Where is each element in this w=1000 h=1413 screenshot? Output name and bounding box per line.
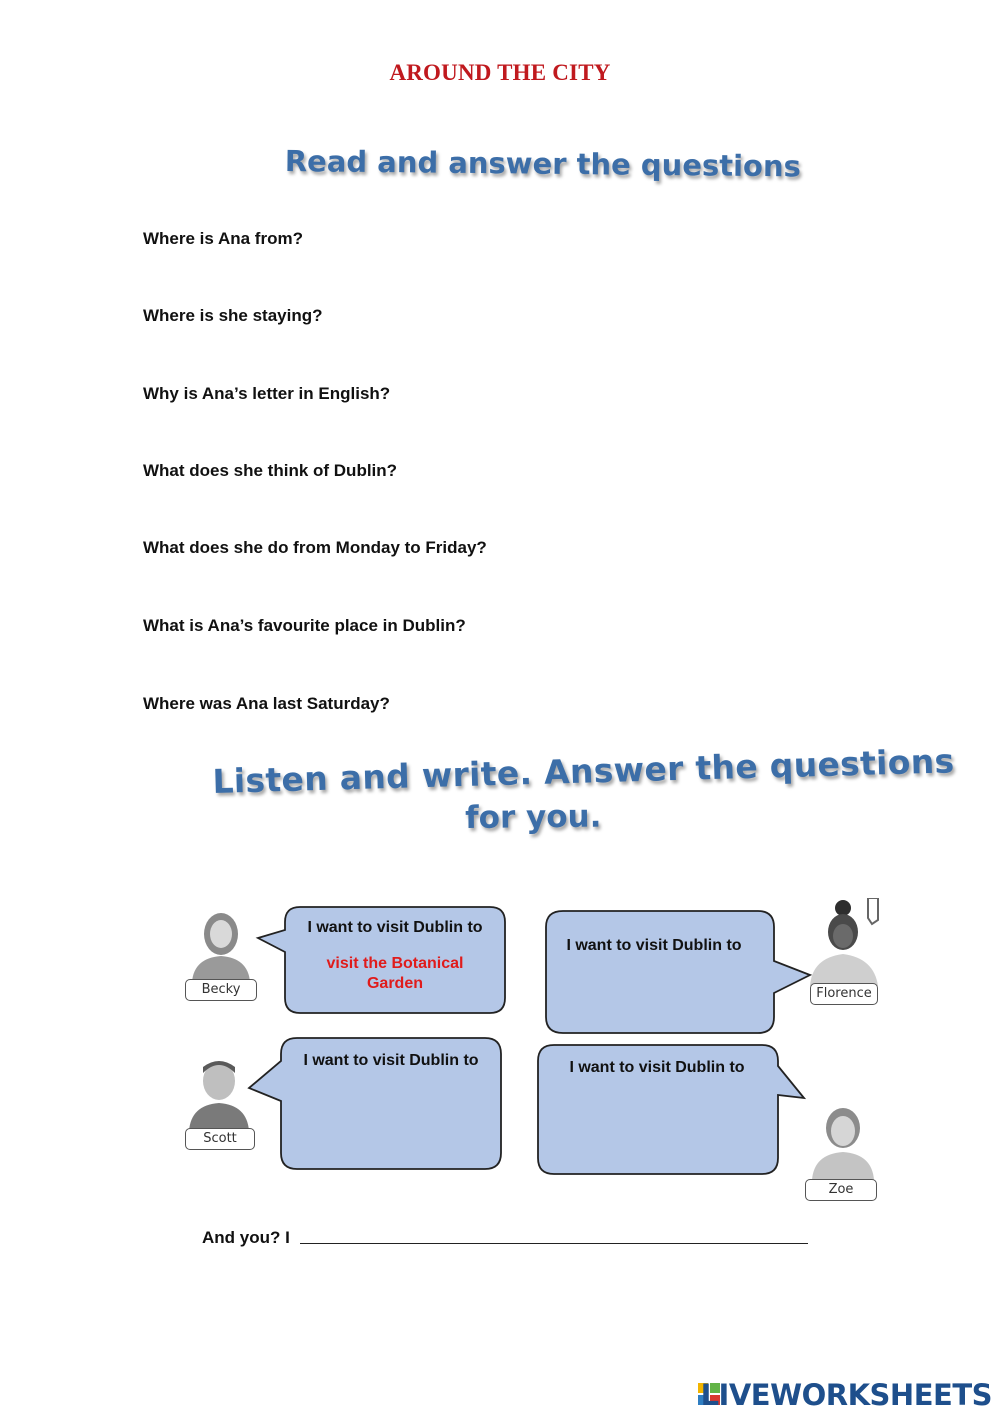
question-2: Where is she staying? — [143, 306, 323, 325]
question-5: What does she do from Monday to Friday? — [143, 538, 487, 557]
question-1: Where is Ana from? — [143, 229, 303, 248]
question-6: What is Ana’s favourite place in Dublin? — [143, 616, 466, 635]
name-tag-florence: Florence — [810, 983, 878, 1005]
bubble-prompt-zoe: I want to visit Dublin to — [569, 1059, 745, 1076]
speech-bubble-florence[interactable] — [538, 905, 818, 1040]
name-tag-scott: Scott — [185, 1128, 255, 1150]
answer-line[interactable] — [300, 1243, 808, 1244]
question-7: Where was Ana last Saturday? — [143, 694, 390, 713]
question-3: Why is Ana’s letter in English? — [143, 384, 391, 403]
bubble-answer-becky[interactable]: visit the Botanical Garden — [326, 955, 464, 992]
and-you-label: And you? I — [202, 1228, 290, 1247]
name-tag-zoe: Zoe — [805, 1179, 877, 1201]
section-heading-read: Read and answer the questions — [284, 144, 802, 184]
bubble-prompt-florence: I want to visit Dublin to — [566, 937, 742, 954]
section-heading-listen-line2: for you. — [465, 798, 602, 836]
scott-photo — [186, 1055, 252, 1131]
bubble-prompt-scott: I want to visit Dublin to — [303, 1052, 479, 1069]
section-heading-listen: Listen and write. Answer the questions — [212, 741, 955, 801]
bubble-prompt-becky: I want to visit Dublin to — [307, 919, 483, 936]
becky-photo — [188, 906, 254, 982]
name-tag-becky: Becky — [185, 979, 257, 1001]
brand-wordmark: LIVEWORKSHEETS — [700, 1378, 992, 1412]
page-title: AROUND THE CITY — [389, 60, 611, 85]
zoe-photo — [808, 1100, 878, 1180]
question-4: What does she think of Dublin? — [143, 461, 398, 480]
florence-photo — [808, 898, 880, 986]
